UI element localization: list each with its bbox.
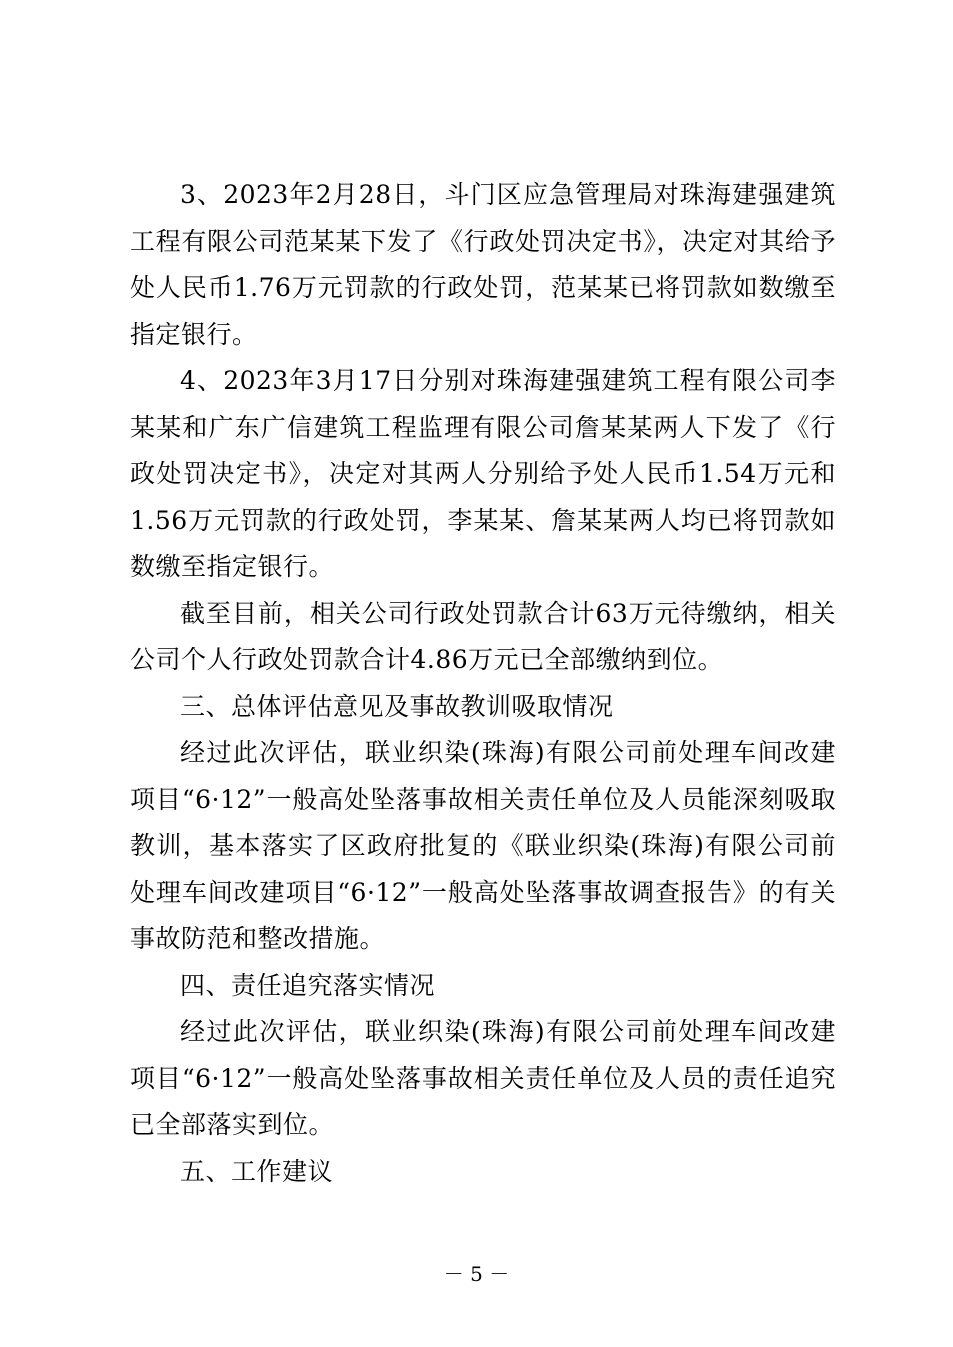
paragraph-assessment: 经过此次评估，联业织染(珠海)有限公司前处理车间改建项目“6·12”一般高处坠落事故相关责任单位及人员能深刻吸取教训，基本落实了区政府批复的《联业织染(珠海)有限公司前处理车间改建项目“6·12”一般高处坠落事故调查报告》的有关事故防范和整改措施。: [130, 738, 836, 953]
section-heading-5: 五、工作建议: [180, 1156, 334, 1186]
paragraph-item-3: 3、2023年2月28日，斗门区应急管理局对珠海建强建筑工程有限公司范某某下发了《行政处罚决定书》，决定对其给予处人民币1.76万元罚款的行政处罚，范某某已将罚款如数缴至指定银行。: [130, 180, 836, 349]
paragraph-accountability: 经过此次评估，联业织染(珠海)有限公司前处理车间改建项目“6·12”一般高处坠落事故相关责任单位及人员的责任追究已全部落实到位。: [130, 1017, 836, 1139]
document-body: [130, 172, 836, 1195]
section-heading-3: 三、总体评估意见及事故教训吸取情况: [180, 691, 614, 721]
page-number: － 5 －: [443, 1262, 510, 1286]
paragraph-summary: 截至目前，相关公司行政处罚款合计63万元待缴纳，相关公司个人行政处罚款合计4.86万元已全部缴纳到位。: [130, 598, 836, 674]
paragraph-item-4: 4、2023年3月17日分别对珠海建强建筑工程有限公司李某某和广东广信建筑工程监理有限公司詹某某两人下发了《行政处罚决定书》，决定对其两人分别给予处人民币1.54万元和1.56万元罚款的行政处罚，李某某、詹某某两人均已将罚款如数缴至指定银行。: [130, 366, 836, 581]
section-heading-4: 四、责任追究落实情况: [180, 970, 436, 1000]
